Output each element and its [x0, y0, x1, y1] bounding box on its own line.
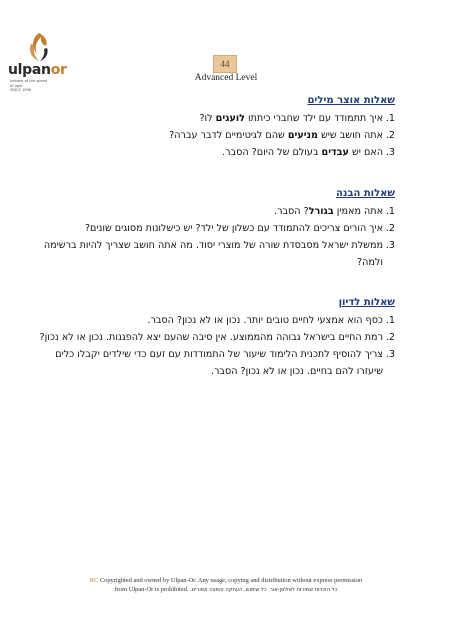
question-item: 3. ממשלת ישראל מסבסדת שורה של מוצרי יסוד. מה אתה חושב שצריך להיות ברשימה ולמה? [43, 240, 395, 268]
question-item: 2. אתה חושב שיש מניעים שהם לגיטימיים לדבר עברה? [169, 130, 395, 141]
ulpan-or-logo [8, 32, 68, 94]
question-item: 1. כסף הוא אמצעי לחיים טובים יותר. נכון או לא נכון? הסבר. [147, 315, 395, 326]
logo-tagline: hebrew at the speed of light SINCE 1996 [10, 79, 48, 93]
page-number: 44 [213, 55, 237, 73]
section-comprehension-questions [35, 188, 395, 271]
section-title: שאלות לדיון [338, 297, 395, 308]
question-item: 1. איך תתמודד עם ילד שחברי כיתתו לועגים לו? [199, 113, 395, 124]
question-item: 2. איך הורים צריכים להתמודד עם כשלון של ילד? יש כישלונות מסוגים שונים? [84, 223, 395, 234]
copyright-footer: RC Copyrighted and owned by Ulpan-Or. Any usage, copying and distribution without express permission from Ulpan-Or is prohibited. כל הזכויות שמורות לאולפן-אור. כל שימוש, העתקה והפצה אסורים. [89, 577, 363, 593]
level-label: Advanced Level [194, 73, 258, 83]
section-discussion-questions [35, 297, 395, 380]
section-title: שאלות אוצר מילים [307, 95, 395, 106]
question-item: 3. האם יש עבדים בעולם של היום? הסבר. [222, 147, 395, 158]
section-title: שאלות הבנה [335, 188, 395, 199]
rc-mark: RC [89, 577, 99, 584]
question-item: 1. אתה מאמין בגורל? הסבר. [274, 206, 395, 217]
logo-wordmark: ulpanor [8, 62, 67, 78]
flame-icon [26, 32, 52, 62]
section-vocabulary-questions [35, 95, 395, 161]
question-item: 3. צריך להוסיף לתכנית הלימוד שיעור של התמודדות עם זעם כדי שילדים יקבלו כלים שיעזרו להם בחיים. נכון או לא נכון? הסבר. [55, 349, 395, 377]
question-item: 2. רמת החיים בישראל גבוהה מהממוצע. אין סיבה שהעם יצא להפגנות. נכון או לא נכון? [39, 332, 395, 343]
